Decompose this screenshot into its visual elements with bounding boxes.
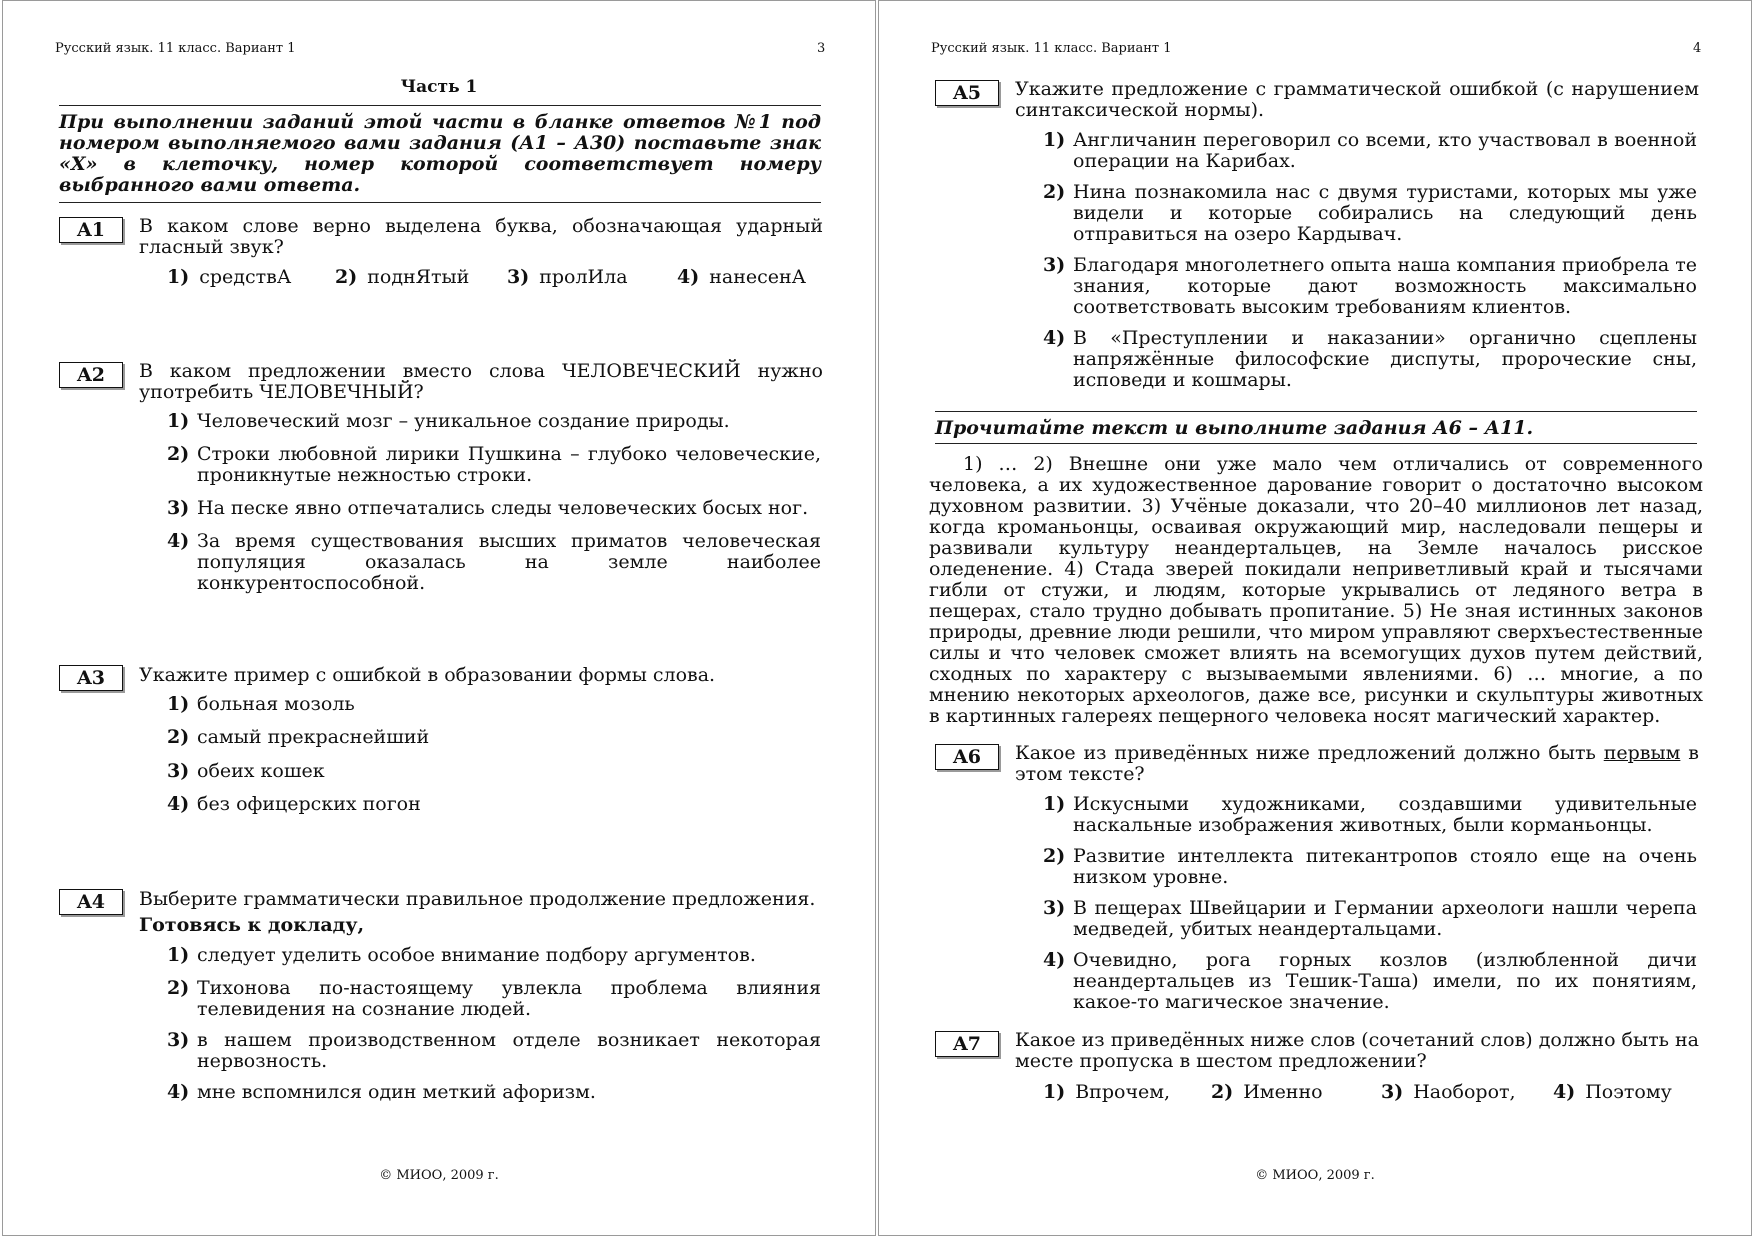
answer-option[interactable]: 1) Искусными художниками, создавшими удивительные наскальные изображения животных, были корманьонцы. xyxy=(1043,793,1697,836)
answer-option[interactable]: 2) Строки любовной лирики Пушкина – глубоко человеческие, проникнутые нежностью строки. xyxy=(167,443,821,486)
answer-option[interactable]: 3) Наоборот, xyxy=(1381,1081,1516,1103)
question-text-a7: Какое из приведённых ниже слов (сочетаний слов) должно быть на месте пропуска в шестом предложении? xyxy=(1015,1029,1699,1072)
footer-copyright: © МИОО, 2009 г. xyxy=(1255,1168,1375,1183)
answer-option[interactable]: 3) пролИла xyxy=(507,266,628,288)
underlined-word: первым xyxy=(1603,742,1681,764)
answer-option[interactable]: 3) Благодаря многолетнего опыта наша компания приобрела те знания, которые дают возможность максимально соответствовать высоким требованиям клиентов. xyxy=(1043,254,1697,318)
instruction-text: При выполнении заданий этой части в бланке ответов №1 под номером выполняемого вами задания (А1 – А30) поставьте знак «Х» в клеточку, номер которой соответствует номеру выбранного вами ответа. xyxy=(59,111,821,196)
answer-option[interactable]: 3) в нашем производственном отделе возникает некоторая нервозность. xyxy=(167,1029,821,1072)
answer-option[interactable]: 4) нанесенА xyxy=(677,266,807,288)
question-label-a3: A3 xyxy=(59,665,123,691)
sentence-start: Готовясь к докладу, xyxy=(139,914,365,936)
answer-option[interactable]: 4) За время существования высших приматов человеческая популяция оказалась на земле наиболее конкурентоспособной. xyxy=(167,530,821,594)
question-label-a5: A5 xyxy=(935,80,999,106)
question-label-a6: A6 xyxy=(935,744,999,770)
answer-options-a7 xyxy=(1043,1082,1672,1103)
answer-option[interactable]: 3) На песке явно отпечатались следы человеческих босых ног. xyxy=(167,497,809,519)
header-title: Русский язык. 11 класс. Вариант 1 xyxy=(55,41,296,56)
page-number: 3 xyxy=(817,41,826,56)
answer-option[interactable]: 4) без офицерских погон xyxy=(167,793,421,815)
part-title: Часть 1 xyxy=(400,77,478,97)
answer-options-a1 xyxy=(167,267,806,288)
answer-option[interactable]: 1) больная мозоль xyxy=(167,693,355,715)
reading-text: 1) … 2) Внешне они уже мало чем отличались от современного человека, а их художественное дарование говорит о достаточно высоком духовном развитии. 3) Учёные доказали, что 20–40 миллионов лет назад, когда кроманьонцы, осваивая окружающий мир, наследовали пещеры и развивали культуру неандертальцев, на Земле началось рисское оледенение. 4) Стада зверей покидали неприветливый край и тысячами гибли от стужи, и людям, которые укрывались от ледяного ветра в пещерах, стало трудно добывать пропитание. 5) Не зная истинных законов природы, древние люди решили, что миром управляют сверхъестественные силы и что человек сможет влиять на всемогущих духов путем действий, сходных по характеру с вызываемыми явлениями. 6) … многие, а по мнению некоторых археологов, даже все, рисунки и скульптуры животных в картинных галереях пещерного человека носят магический характер. xyxy=(929,453,1703,727)
answer-option[interactable]: 2) Нина познакомила нас с двумя туристами, которых мы уже видели и которые собирались на следующий день отправиться на озеро Кардывач. xyxy=(1043,181,1697,245)
page-left xyxy=(2,0,876,1236)
answer-option[interactable]: 1) Впрочем, xyxy=(1043,1081,1171,1103)
divider xyxy=(935,443,1697,444)
question-text-a6: Какое из приведённых ниже предложений должно быть первым в этом тексте? xyxy=(1015,742,1699,785)
question-text-a3: Укажите пример с ошибкой в образовании формы слова. xyxy=(139,664,716,686)
answer-option[interactable]: 2) поднЯтый xyxy=(335,266,470,288)
answer-option[interactable]: 4) Очевидно, рога горных козлов (излюбленной дичи неандертальцев из Тешик-Таша) имели, по их понятиям, какое-то магическое значение. xyxy=(1043,949,1697,1013)
answer-option[interactable]: 4) В «Преступлении и наказании» органично сцеплены напряжённые философские диспуты, пророческие сны, исповеди и кошмары. xyxy=(1043,327,1697,391)
question-label-a4: A4 xyxy=(59,889,123,915)
question-label-a2: A2 xyxy=(59,362,123,388)
answer-option[interactable]: 1) Человеческий мозг – уникальное создание природы. xyxy=(167,410,730,432)
question-text-a1: В каком слове верно выделена буква, обозначающая ударный гласный звук? xyxy=(139,215,823,258)
section-title: Прочитайте текст и выполните задания А6 – А11. xyxy=(935,417,1534,439)
question-text-a4: Выберите грамматически правильное продолжение предложения. xyxy=(139,888,816,910)
answer-option[interactable]: 1) следует уделить особое внимание подбору аргументов. xyxy=(167,944,756,966)
answer-option[interactable]: 3) обеих кошек xyxy=(167,760,325,782)
answer-option[interactable]: 2) Тихонова по-настоящему увлекла проблема влияния телевидения на сознание людей. xyxy=(167,977,821,1020)
answer-option[interactable]: 2) Именно xyxy=(1211,1081,1323,1103)
answer-option[interactable]: 1) средствА xyxy=(167,266,292,288)
divider xyxy=(935,411,1697,412)
divider xyxy=(59,105,821,106)
page-right xyxy=(878,0,1752,1236)
answer-option[interactable]: 2) самый прекраснейший xyxy=(167,726,430,748)
answer-option[interactable]: 3) В пещерах Швейцарии и Германии археологи нашли черепа медведей, убитых неандертальцами. xyxy=(1043,897,1697,940)
page-number: 4 xyxy=(1693,41,1702,56)
answer-option[interactable]: 4) Поэтому xyxy=(1553,1081,1672,1103)
answer-option[interactable]: 2) Развитие интеллекта питекантропов стояло еще на очень низком уровне. xyxy=(1043,845,1697,888)
question-text-a5: Укажите предложение с грамматической ошибкой (с нарушением синтаксической нормы). xyxy=(1015,78,1699,121)
answer-option[interactable]: 1) Англичанин переговорил со всеми, кто участвовал в военной операции на Карибах. xyxy=(1043,129,1697,172)
footer-copyright: © МИОО, 2009 г. xyxy=(379,1168,499,1183)
question-label-a7: A7 xyxy=(935,1031,999,1057)
header-title: Русский язык. 11 класс. Вариант 1 xyxy=(931,41,1172,56)
question-text-a2: В каком предложении вместо слова ЧЕЛОВЕЧЕСКИЙ нужно употребить ЧЕЛОВЕЧНЫЙ? xyxy=(139,360,823,403)
question-label-a1: A1 xyxy=(59,217,123,243)
answer-option[interactable]: 4) мне вспомнился один меткий афоризм. xyxy=(167,1081,596,1103)
divider xyxy=(59,202,821,203)
